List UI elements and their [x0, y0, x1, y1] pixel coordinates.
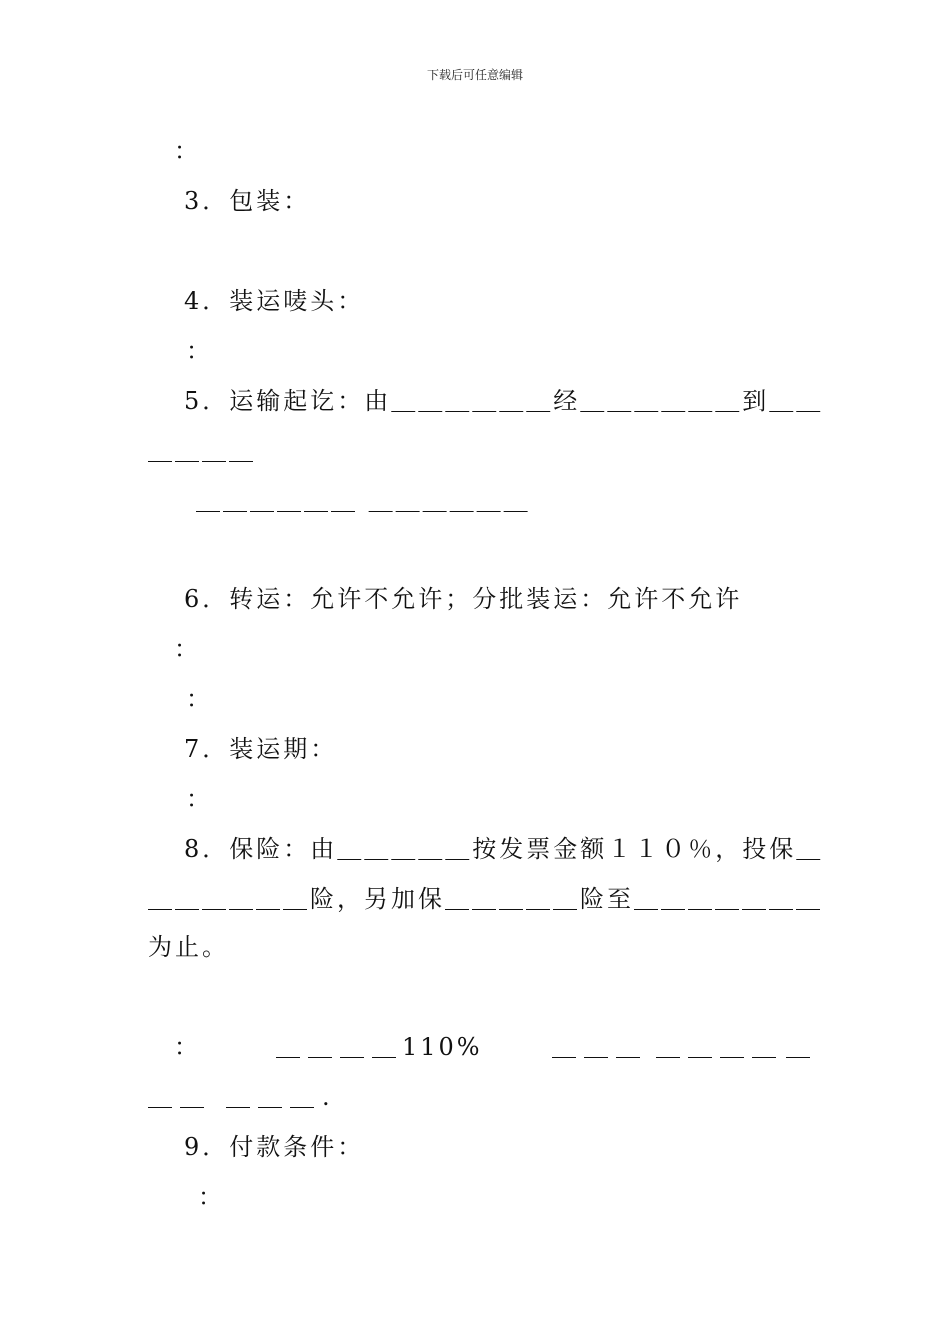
translation-blank: ＿＿ — [148, 1083, 212, 1111]
colon-line: ： — [186, 685, 210, 713]
colon-line: ： — [198, 1183, 222, 1211]
translation-percent: 110% — [402, 1033, 483, 1061]
translation-blank: ＿＿＿. — [226, 1083, 338, 1111]
clause-8-end: 为止。 — [148, 933, 229, 961]
colon-line: ： — [186, 785, 210, 813]
clause-7-shipment-period: 7．装运期： — [184, 735, 338, 763]
translation-blank: ＿＿＿ — [552, 1033, 648, 1061]
translation-blank: ＿＿＿＿ — [656, 1033, 784, 1061]
colon-line: ： — [186, 337, 210, 365]
translation-colon: ： — [174, 1033, 198, 1061]
clause-5-continuation: ＿＿＿＿ — [148, 437, 256, 465]
translation-blanks: ＿＿＿＿＿＿ ＿＿＿＿＿＿ — [196, 487, 531, 515]
clause-8-continuation: ＿＿＿＿＿＿险，另加保＿＿＿＿＿险至＿＿＿＿＿＿＿ — [148, 885, 823, 913]
translation-blank: ＿ — [786, 1033, 813, 1061]
translation-blank: ＿＿＿＿ — [276, 1033, 404, 1061]
colon-line: ： — [174, 635, 198, 663]
clause-6-transshipment: 6．转运：允许不允许；分批装运：允许不允许 — [184, 585, 743, 613]
clause-4-shipping-marks: 4．装运唛头： — [184, 287, 365, 315]
clause-8-insurance: 8．保险：由＿＿＿＿＿按发票金额１１０％，投保＿ — [184, 835, 824, 863]
page-header: 下载后可任意编辑 — [426, 68, 523, 82]
clause-9-payment-terms: 9．付款条件： — [184, 1133, 365, 1161]
clause-5-route: 5．运输起讫：由＿＿＿＿＿＿经＿＿＿＿＿＿到＿＿ — [184, 387, 824, 415]
clause-3-packing: 3．包装： — [184, 187, 311, 215]
colon-line: ： — [174, 137, 198, 165]
